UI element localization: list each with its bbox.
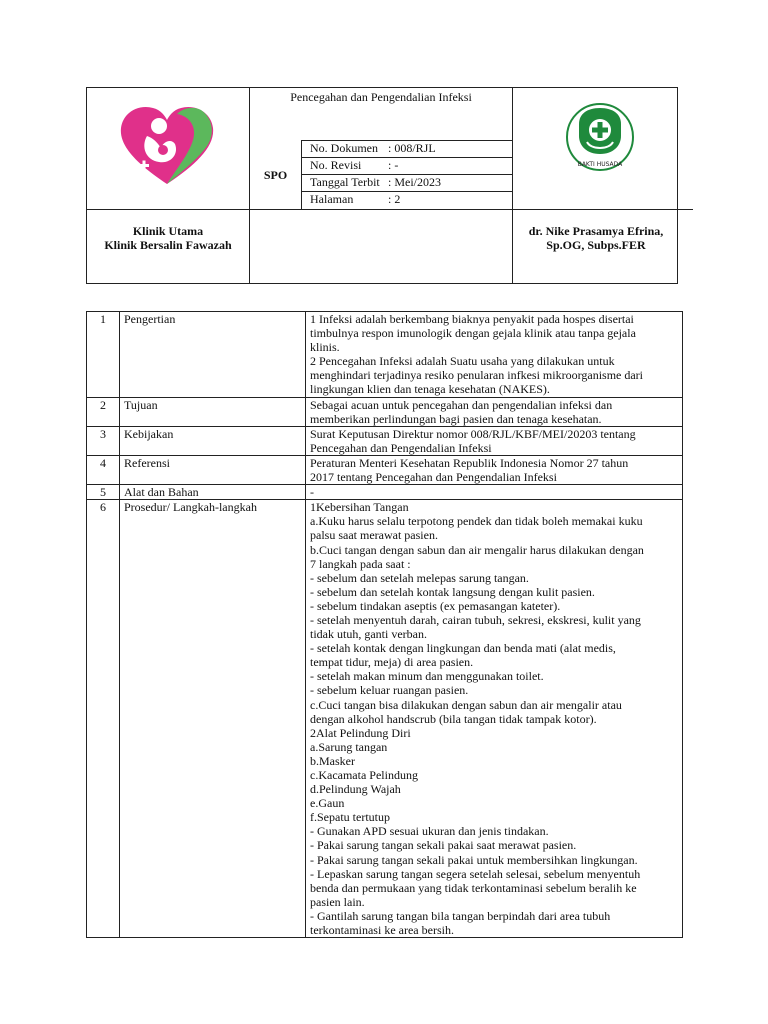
clinic-name: [87, 224, 249, 252]
content-line: - sebelum dan setelah kontak langsung dengan kulit pasien.: [310, 584, 595, 599]
meta-issue-date: [302, 173, 512, 191]
signer-line-1: dr. Nike Prasamya Efrina,: [528, 224, 664, 238]
content-line: -: [310, 485, 314, 500]
meta-value: : Mei/2023: [388, 175, 441, 189]
content-line: - Pakai sarung tangan sekali pakai saat merawat pasien.: [310, 838, 577, 853]
content-line: - setelah kontak dengan lingkungan dan benda mati (alat medis,: [310, 641, 616, 656]
signer-line-2: Sp.OG, Subps.FER: [546, 238, 646, 252]
row-label: Kebijakan: [120, 426, 306, 455]
content-line: tidak utuh, ganti verban.: [310, 627, 427, 642]
table-row: [87, 426, 683, 455]
meta-value: : -: [388, 158, 399, 172]
content-line: 7 langkah pada saat :: [310, 556, 411, 571]
content-line: Sebagai acuan untuk pencegahan dan pengendalian infeksi dan: [310, 397, 613, 412]
document-meta: [302, 140, 512, 210]
row-number: 5: [87, 485, 120, 500]
table-row: [87, 485, 683, 500]
content-line: a.Sarung tangan: [310, 739, 388, 754]
table-row: [87, 312, 683, 398]
content-line: a.Kuku harus selalu terpotong pendek dan tidak boleh memakai kuku: [310, 514, 643, 529]
content-line: - sebelum tindakan aseptis (ex pemasangan kateter).: [310, 598, 561, 613]
content-line: 2Alat Pelindung Diri: [310, 725, 411, 740]
content-line: - Gantilah sarung tangan bila tangan berpindah dari area tubuh: [310, 908, 611, 923]
row-label: Referensi: [120, 455, 306, 484]
content-line: 1 Infeksi adalah berkembang biaknya penyakit pada hospes disertai: [310, 312, 634, 326]
meta-label: Tanggal Terbit: [310, 175, 380, 189]
table-row: [87, 455, 683, 484]
content-line: menghindari terjadinya resiko penularan infkesi mikroorganisme dari: [310, 368, 644, 383]
table-row: [87, 397, 683, 426]
bakti-husada-logo: [565, 102, 635, 172]
procedure-table: [86, 311, 683, 938]
mother-baby-heart-logo: [117, 102, 217, 188]
content-line: benda dan permukaan yang tidak terkontaminasi sebelum beralih ke: [310, 880, 637, 895]
meta-label: No. Revisi: [310, 158, 362, 172]
content-line: - setelah makan minum dan menggunakan toilet.: [310, 669, 544, 684]
content-line: - sebelum dan setelah melepas sarung tangan.: [310, 570, 529, 585]
bakti-husada-text: BAKTI HUSADA: [577, 161, 623, 168]
meta-doc-number: [302, 139, 512, 157]
row-content: [306, 312, 683, 398]
row-content: [306, 485, 683, 500]
content-line: klinis.: [310, 340, 340, 355]
meta-value: : 2: [388, 192, 401, 206]
content-line: - setelah menyentuh darah, cairan tubuh, sekresi, ekskresi, kulit yang: [310, 612, 641, 627]
row-label: Alat dan Bahan: [120, 485, 306, 500]
meta-value: : 008/RJL: [388, 141, 436, 155]
content-line: dengan alkohol handscrub (bila tangan tidak tampak kotor).: [310, 711, 597, 726]
content-line: Peraturan Menteri Kesehatan Republik Indonesia Nomor 27 tahun: [310, 455, 629, 470]
content-line: e.Gaun: [310, 796, 345, 811]
content-line: timbulnya respon imunologik dengan gejala klinik atau tanpa gejala: [310, 326, 636, 341]
row-number: 4: [87, 455, 120, 484]
content-line: palsu saat merawat pasien.: [310, 528, 438, 543]
content-line: c.Cuci tangan bisa dilakukan dengan sabun dan air mengalir atau: [310, 697, 622, 712]
content-line: 1Kebersihan Tangan: [310, 500, 409, 515]
content-line: - sebelum keluar ruangan pasien.: [310, 683, 469, 698]
content-line: Pencegahan dan Pengendalian Infeksi: [310, 440, 492, 455]
row-content: [306, 455, 683, 484]
content-line: d.Pelindung Wajah: [310, 782, 401, 797]
row-label: Prosedur/ Langkah-langkah: [120, 500, 306, 938]
content-line: - Pakai sarung tangan sekali pakai untuk membersihkan lingkungan.: [310, 852, 638, 867]
row-content: [306, 500, 683, 938]
row-number: 6: [87, 500, 120, 938]
table-row: [87, 500, 683, 938]
content-line: b.Masker: [310, 753, 355, 768]
content-line: memberikan perlindungan bagi pasien dan tenaga kesehatan.: [310, 411, 602, 426]
meta-revision: [302, 156, 512, 174]
row-content: [306, 426, 683, 455]
content-line: tempat tidur, meja) di area pasien.: [310, 655, 474, 670]
content-line: terkontaminasi ke area bersih.: [310, 923, 454, 938]
row-label: Pengertian: [120, 312, 306, 398]
row-label: Tujuan: [120, 397, 306, 426]
row-content: [306, 397, 683, 426]
content-line: 2017 tentang Pencegahan dan Pengendalian Infeksi: [310, 470, 557, 485]
content-line: f.Sepatu tertutup: [310, 810, 390, 825]
content-line: - Gunakan APD sesuai ukuran dan jenis tindakan.: [310, 824, 549, 839]
row-number: 1: [87, 312, 120, 398]
meta-page: [302, 190, 512, 208]
document-title: Pencegahan dan Pengendalian Infeksi: [290, 90, 472, 104]
content-line: c.Kacamata Pelindung: [310, 768, 418, 782]
content-line: lingkungan klien dan tenaga kesehatan (NAKES).: [310, 382, 550, 397]
content-line: Surat Keputusan Direktur nomor 008/RJL/KBF/MEI/20203 tentang: [310, 426, 636, 441]
signer-name: [513, 224, 679, 252]
row-number: 2: [87, 397, 120, 426]
content-line: - Lepaskan sarung tangan segera setelah selesai, sebelum menyentuh: [310, 866, 641, 881]
document-header: [86, 87, 678, 284]
row-number: 3: [87, 426, 120, 455]
clinic-line-2: Klinik Bersalin Fawazah: [104, 238, 232, 252]
meta-label: Halaman: [310, 192, 354, 206]
meta-label: No. Dokumen: [310, 141, 378, 155]
content-line: pasien lain.: [310, 894, 365, 909]
spo-label: SPO: [263, 168, 288, 182]
clinic-line-1: Klinik Utama: [132, 224, 204, 238]
content-line: 2 Pencegahan Infeksi adalah Suatu usaha yang dilakukan untuk: [310, 354, 615, 369]
content-line: b.Cuci tangan dengan sabun dan air mengalir harus dilakukan dengan: [310, 542, 644, 557]
